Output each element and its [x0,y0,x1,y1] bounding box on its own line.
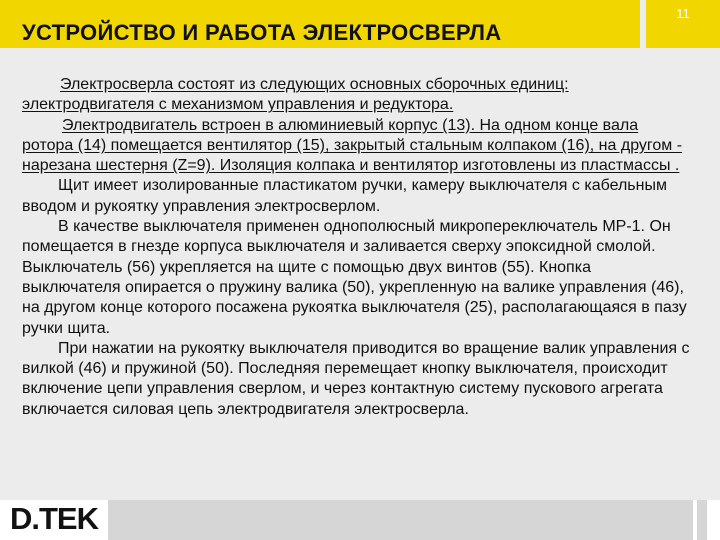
paragraph-3: Щит имеет изолированные пластикатом ручки, камеру выключателя с кабельным вводом и рукоятку управления электросверлом. [22,177,667,215]
footer [0,500,720,540]
title-bar [0,0,640,48]
slide-title: УСТРОЙСТВО И РАБОТА ЭЛЕКТРОСВЕРЛА [22,20,502,45]
body-text [22,75,692,420]
paragraph-5: При нажатии на рукоятку выключателя приводится во вращение валик управления с вилкой (46) и пружиной (50). Последняя перемещает кнопку выключателя, происходит включение цепи управления сверлом, и через контактную систему пускового агрегата включается силовая цепь электродвигателя электросверла. [22,339,690,418]
paragraph-2: Электродвигатель встроен в алюминиевый корпус (13). На одном конце вала ротора (14) помещается вентилятор (15), закрытый стальным колпаком (16), на другом - нарезана шестерня (Z=9). Изоляция колпака и вентилятор изготовлены из пластмассы . [22,116,683,175]
page-number-box [646,0,720,48]
footer-stripe [108,500,693,540]
dtek-logo: D.TEK [10,501,98,536]
footer-stripe-end [697,500,707,540]
paragraph-1: Электросверла состоят из следующих основных сборочных единиц: электродвигателя с механизмом управления и редуктора. [22,76,569,114]
paragraph-4: В качестве выключателя применен однополюсный микропереключатель МР-1. Он помещается в гнезде корпуса выключателя и заливается сверху эпоксидной смолой. Выключатель (56) укрепляется на щите с помощью двух винтов (55). Кнопка выключателя опирается о пружину валика (50), укрепленную на валике управления (46), на другом конце которого посажена рукоятка выключателя (25), располагающаяся в пазу ручки щита. [22,218,687,337]
page-number: 11 [676,6,690,21]
